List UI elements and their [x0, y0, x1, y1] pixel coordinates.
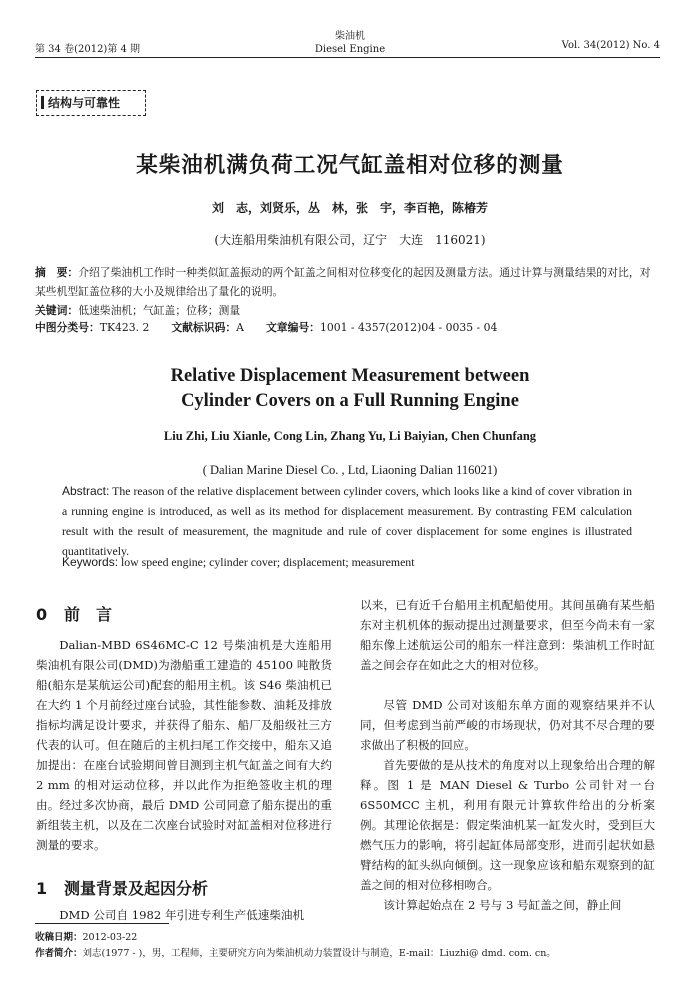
author-label: 作者简介： — [35, 948, 83, 959]
doc-value: A — [236, 321, 244, 334]
right-para4: 该计算起始点在 2 号与 3 号缸盖之间，静止间 — [383, 898, 622, 912]
title-en-line1: Relative Displacement Measurement between — [170, 366, 530, 386]
section-marker — [41, 96, 44, 109]
abstract-cn-body — [35, 263, 660, 301]
right-para-continued: 以来，已有近千台船用主机配船使用。其间虽确有某些船东对主机机体的振动提出过测量要求，但至今尚未有一家船东像上述航运公司的船东一样注意到：柴油机工作时缸盖之间会存在如此之大的相对位移。 — [360, 598, 655, 672]
section-1-body — [36, 905, 332, 925]
doc-label: 文献标识码： — [171, 321, 237, 334]
footnote-author — [35, 945, 556, 959]
article-label: 文章编号： — [265, 321, 320, 334]
abstract-en-label: Abstract: — [62, 484, 110, 498]
right-col-body — [360, 695, 655, 915]
abstract-cn-label: 摘 要： — [35, 266, 79, 279]
section-0-body — [36, 635, 332, 855]
footnote-received — [35, 929, 137, 943]
title-cn: 某柴油机满负荷工况气缸盖相对位移的测量 — [136, 153, 564, 178]
clc-label: 中图分类号： — [35, 321, 100, 334]
header-journal-en: Diesel Engine — [314, 44, 386, 55]
classification-line — [35, 320, 660, 335]
keywords-en — [62, 555, 632, 570]
section-0-heading — [36, 602, 112, 625]
header-volume: Vol. 34(2012) No. 4 — [561, 40, 660, 51]
header-journal-cn: 柴油机 — [335, 31, 365, 42]
authors-en: Liu Zhi, Liu Xianle, Cong Lin, Zhang Yu, Li Baiyian, Chen Chunfang — [163, 429, 537, 443]
keywords-en-label: Keywords: — [62, 555, 119, 569]
section-label-box — [36, 90, 146, 116]
header-rule — [35, 57, 660, 58]
received-date: 2012-03-22 — [82, 932, 138, 943]
article-value: 1001 - 4357(2012)04 - 0035 - 04 — [319, 321, 498, 334]
section-0-para1: Dalian-MBD 6S46MC-C 12 号柴油机是大连船用柴油机有限公司(DMD)为渤船重工建造的 45100 吨散货船(船东是某航运公司)配套的船用主机。该 S46 柴油机已在大约 1 个月前经过座台试验，其性能参数、油耗及排放指标均满足设计要求，并获得了船东、船厂及船级社三方代表的认可。但在随后的主机扫尾工作交接中，船东又追加提出：在座台试验期间曾目测到主机气缸盖之间有大约 2 mm 的相对运动位移，并以此作为拒绝签收主机的理由。经过多次协商，最后 DMD 公司同意了船东提出的重新组装主机，以及在二次座台试验时对缸盖相对位移进行测量的要求。 — [36, 638, 332, 852]
section-0-number: 0 — [36, 605, 48, 624]
footnote-rule — [35, 923, 169, 924]
section-1-para1: DMD 公司自 1982 年引进专利生产低速柴油机 — [59, 908, 305, 922]
right-col-cont — [360, 595, 655, 675]
header-issue: 第 34 卷(2012)第 4 期 — [35, 44, 141, 55]
received-label: 收稿日期： — [35, 932, 83, 943]
keywords-en-text: low speed engine; cylinder cover; displacement; measurement — [118, 555, 415, 569]
affiliation-cn: (大连船用柴油机有限公司，辽宁 大连 116021) — [214, 233, 486, 247]
abstract-en-text: The reason of the relative displacement between cylinder covers, which looks like a kind of cover vibration in a running engine is introduced, as well as its method for displacement measurement. By contrasting FEM calculation result with the result of measurement, the magnitude and rule of cover displacement for some engines is illustrated quantitatively. — [62, 484, 632, 558]
keywords-cn — [35, 301, 660, 320]
right-para3: 首先要做的是从技术的角度对以上现象给出合理的解释。图 1 是 MAN Diesel & Turbo 公司针对一台 6S50MCC 主机，利用有限元计算软件给出的分析案例。其理论依据是：假定柴油机某一缸发火时，受到巨大燃气压力的影响，将引起缸体局部变形，进而引起状如悬臂结构的缸头纵向倾倒。这一现象应该和船东观察到的缸盖之间的相对位移相吻合。 — [360, 758, 655, 892]
clc-value: TK423. 2 — [99, 321, 150, 334]
section-0-title: 前 言 — [64, 605, 113, 624]
abstract-cn-text: 介绍了柴油机工作时一种类似缸盖振动的两个缸盖之间相对位移变化的起因及测量方法。通过计算与测量结果的对比，对某些机型缸盖位移的大小及规律给出了量化的说明。 — [35, 266, 651, 298]
section-1-heading — [36, 876, 208, 899]
authors-cn: 刘 志，刘贤乐，丛 林，张 宇，李百艳，陈椿芳 — [211, 201, 488, 215]
title-en — [0, 364, 700, 414]
abstract-cn — [35, 263, 660, 320]
section-label: 结构与可靠性 — [48, 96, 121, 110]
title-en-line2: Cylinder Covers on a Full Running Engine — [181, 391, 519, 411]
keywords-cn-text: 低速柴油机；气缸盖；位移；测量 — [78, 304, 241, 317]
abstract-en — [62, 481, 632, 561]
affiliation-en: ( Dalian Marine Diesel Co. , Ltd, Liaoning Dalian 116021) — [202, 463, 498, 477]
section-1-title: 测量背景及起因分析 — [64, 879, 209, 898]
keywords-cn-label: 关键词： — [35, 304, 79, 317]
right-para2: 尽管 DMD 公司对该船东单方面的观察结果并不认同，但考虑到当前严峻的市场现状，仍对其不尽合理的要求做出了积极的回应。 — [360, 698, 655, 752]
author-bio: 刘志(1977 - )，男，工程师，主要研究方向为柴油机动力装置设计与制造，E-mail：Liuzhi@ dmd. com. cn。 — [82, 948, 556, 959]
section-1-number: 1 — [36, 879, 48, 898]
